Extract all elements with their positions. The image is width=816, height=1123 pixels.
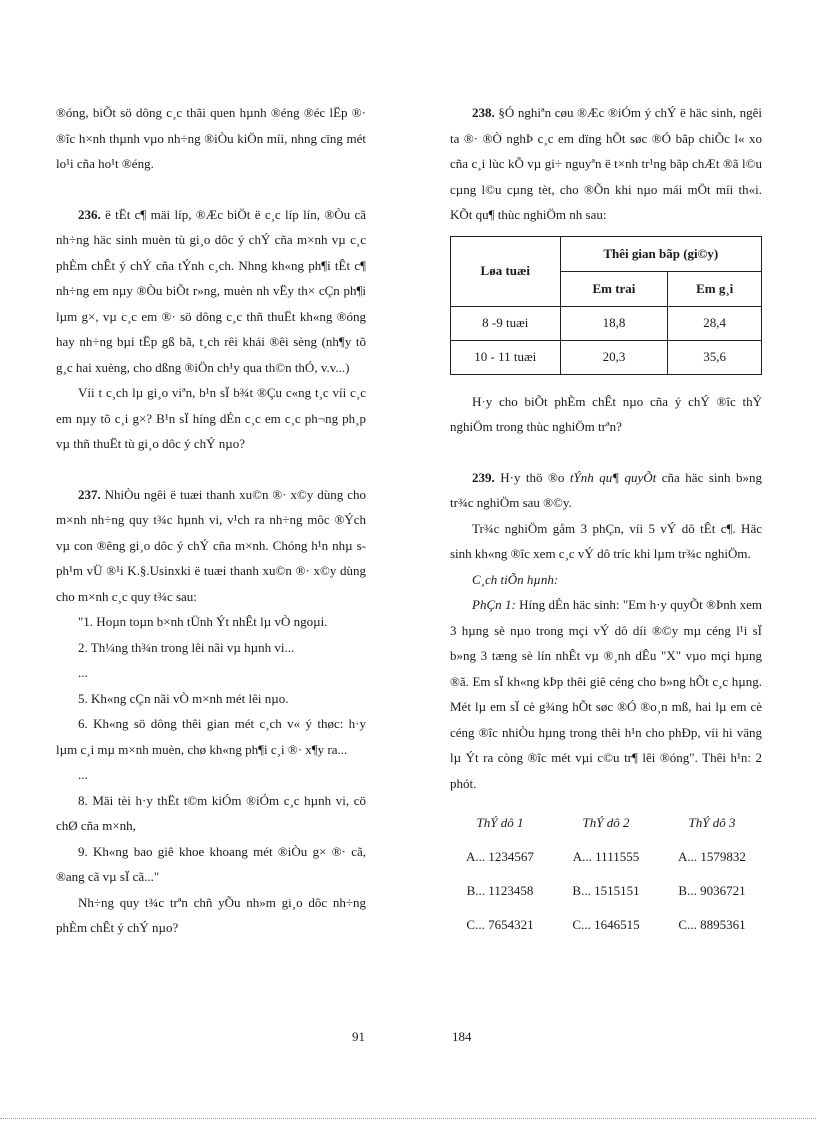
question-236-prompt: Víi t c¸ch lµ gi¸o viªn, b¹n sÏ b¾t ®Çu c«ng t¸c víi c¸c em nµy tõ c¸i g×? B¹n sÏ híng dÉn c¸c em c¸c ph¬ng ph¸p vµ thñ thuËt tù gi¸o dôc ý chÝ nµo? — [56, 385, 366, 451]
table-row — [451, 340, 762, 374]
page-bottom-divider — [0, 1118, 816, 1119]
part-text: Híng dÉn häc sinh: "Em h·y quyÕt ®Þnh xem 3 hµng sè nµo trong mçi vÝ dô díi ®©y mµ céng l¹i sÏ b»ng 3 tæng sè lín nhÊt vµ ®¸nh dÊu "X" vµo mçi hµng ®ã. Em sÏ kh«ng kÞp thêi giê céng cho b»ng hÕt c¸c hµng. Mét lµ em sÏ cè g¾ng hÕt søc ®Ó ®o¸n mß, hai lµ em cè céng ®îc nhiÒu hµng trong thêi h¹n cho phÐp, víi hi väng lµ Ýt ra còng ®îc mét vµi c©u tr¶ lêi ®óng". Thêi h¹n: 2 phót. — [450, 597, 762, 791]
ellipsis: ... — [78, 767, 88, 782]
table-row — [451, 306, 762, 340]
example-row: B... 1515151 — [572, 883, 640, 898]
table-header-age: Løa tuæi — [451, 236, 561, 306]
table-cell-age: 8 -9 tuæi — [451, 306, 561, 340]
question-text-post: cña häc sinh b»ng tr¾c nghiÖm sau ®©y. — [450, 469, 762, 510]
rule-item: 9. Kh«ng bao giê khoe khoang mét ®iÒu g× ®· cã, ®ang cã vµ sÏ cã..." — [56, 843, 366, 884]
table-cell-girl: 35,6 — [668, 340, 762, 374]
question-text-pre: H·y thö ®o — [500, 469, 570, 485]
paragraph-continuation: ®óng, biÕt sö dông c¸c thãi quen hµnh ®éng ®éc lËp ®· ®îc h×nh thµnh vµo nh÷ng ®iÒu kiÖn míi, nhng cïng mét lo¹i cña ho¹t ®éng. — [56, 105, 366, 171]
question-text: ë tËt c¶ mäi líp, ®Æc biÖt ë c¸c líp lín, ®Òu cã nh÷ng häc sinh muèn tù gi¸o dôc ý chÝ cña m×nh vµ c¸c phÈm chÊt ý chÝ cña tÝnh c¸ch. Nhng kh«ng ph¶i tÊt c¶ nh÷ng em nµy ®Òu biÕt r»ng, muèn nh vËy th× cÇn ph¶i lµm g×, vµ c¸c em ®· sö dông c¸c thñ thuËt kh«ng ®óng hay nh÷ng bµi tËp gß bã, t¸ch rêi khái ®êi sèng (nh¶y tõ g¸c hai xuèng, cho dßng ®iÖn ch¹y qua th©n thÓ, v.v...) — [56, 206, 366, 375]
example-row: A... 1579832 — [678, 849, 746, 864]
method-heading: C¸ch tiÕn hµnh: — [472, 571, 559, 587]
part-label: PhÇn 1: — [472, 597, 516, 612]
question-text: §Ó nghiªn cøu ®Æc ®iÓm ý chÝ ë häc sinh, ngêi ta ®· ®Ò nghÞ c¸c em dïng hÕt søc ®Ó bãp chiÕc l« xo cña c¸i lùc kÕ vµ gi÷ nguyªn ë t×nh tr¹ng bãp chÆt ®ã l©u cµng l©u cµng tèt, cho ®Õn khi nµo mái mÖt míi th«i. KÕt qu¶ thùc nghiÖm nh sau: — [450, 105, 763, 222]
table-header-time: Thêi gian bãp (gi©y) — [560, 236, 761, 271]
question-236 — [56, 202, 366, 381]
example-row: A... 1234567 — [466, 849, 534, 864]
example-column — [450, 806, 550, 942]
page-number-right: 184 — [452, 1029, 472, 1044]
example-title: ThÝ dô 2 — [582, 815, 630, 830]
right-page-column — [450, 100, 762, 942]
table-cell-age: 10 - 11 tuæi — [451, 340, 561, 374]
example-row: C... 1646515 — [572, 917, 640, 932]
question-text: NhiÒu ngêi ë tuæi thanh xu©n ®· x©y dùng cho m×nh nh÷ng quy t¾c hµnh vi, v¹ch ra nh÷ng môc ®Ých vµ con ®êng gi¸o dôc ý chÝ cña m×nh. Chóng h¹n nhµ s ph¹m vÜ ®¹i K.§.Usinxki ë tuæi thanh xu©n ®· x©y dùng cho m×nh c¸c quy t¾c sau: — [56, 486, 367, 604]
question-text-emphasis: tÝnh qu¶ quyÕt — [569, 469, 657, 485]
page-number-left: 91 — [352, 1029, 365, 1044]
rule-item: 5. Kh«ng cÇn nãi vÒ m×nh mét lêi nµo. — [78, 690, 289, 706]
table-cell-girl: 28,4 — [668, 306, 762, 340]
example-grid — [450, 806, 762, 942]
table-cell-boy: 20,3 — [560, 340, 668, 374]
example-column — [556, 806, 656, 942]
test-intro: Tr¾c nghiÖm gåm 3 phÇn, víi 5 vÝ dô tÊt c¶. Häc sinh kh«ng ®îc xem c¸c vÝ dô tríc khi lµm tr¾c nghiÖm. — [450, 520, 762, 561]
question-237 — [56, 482, 366, 610]
example-column — [662, 806, 762, 942]
question-number: 237. — [78, 486, 101, 502]
table-header-boy: Em trai — [560, 271, 668, 306]
rule-item: 6. Kh«ng sö dông thêi gian mét c¸ch v« ý thøc: h·y lµm c¸i mµ m×nh muèn, chø kh«ng ph¶i c¸i ®· x¶y ra... — [56, 716, 366, 757]
question-237-prompt: Nh÷ng quy t¾c trªn chñ yÕu nh»m gi¸o dôc nh÷ng phÈm chÊt ý chÝ nµo? — [56, 894, 366, 935]
question-number: 236. — [78, 206, 101, 222]
ellipsis: ... — [78, 665, 88, 680]
table-header-girl: Em g¸i — [668, 271, 762, 306]
rule-item: 2. Th¼ng th¾n trong lêi nãi vµ hµnh vi... — [78, 639, 295, 655]
example-row: A... 1111555 — [572, 849, 640, 864]
question-238 — [450, 100, 762, 228]
question-number: 238. — [472, 105, 495, 120]
example-row: B... 1123458 — [466, 883, 534, 898]
experiment-results-table — [450, 236, 762, 375]
rule-item: "1. Hoµn toµn b×nh tÜnh Ýt nhÊt lµ vÒ ngoµi. — [78, 614, 328, 629]
question-238-prompt: H·y cho biÕt phÈm chÊt nµo cña ý chÝ ®îc thÝ nghiÖm trong thùc nghiÖm trªn? — [450, 393, 762, 434]
left-page-column — [56, 100, 366, 941]
question-number: 239. — [472, 469, 495, 485]
question-239 — [450, 465, 762, 516]
example-row: C... 7654321 — [466, 917, 534, 932]
rule-item: 8. Mäi tèi h·y thËt t©m kiÓm ®iÓm c¸c hµnh vi, cö chØ cña m×nh, — [56, 792, 366, 833]
example-row: B... 9036721 — [678, 883, 746, 898]
example-title: ThÝ dô 3 — [688, 815, 736, 830]
part-1 — [450, 592, 762, 796]
example-row: C... 8895361 — [678, 917, 746, 932]
table-cell-boy: 18,8 — [560, 306, 668, 340]
example-title: ThÝ dô 1 — [476, 815, 524, 830]
